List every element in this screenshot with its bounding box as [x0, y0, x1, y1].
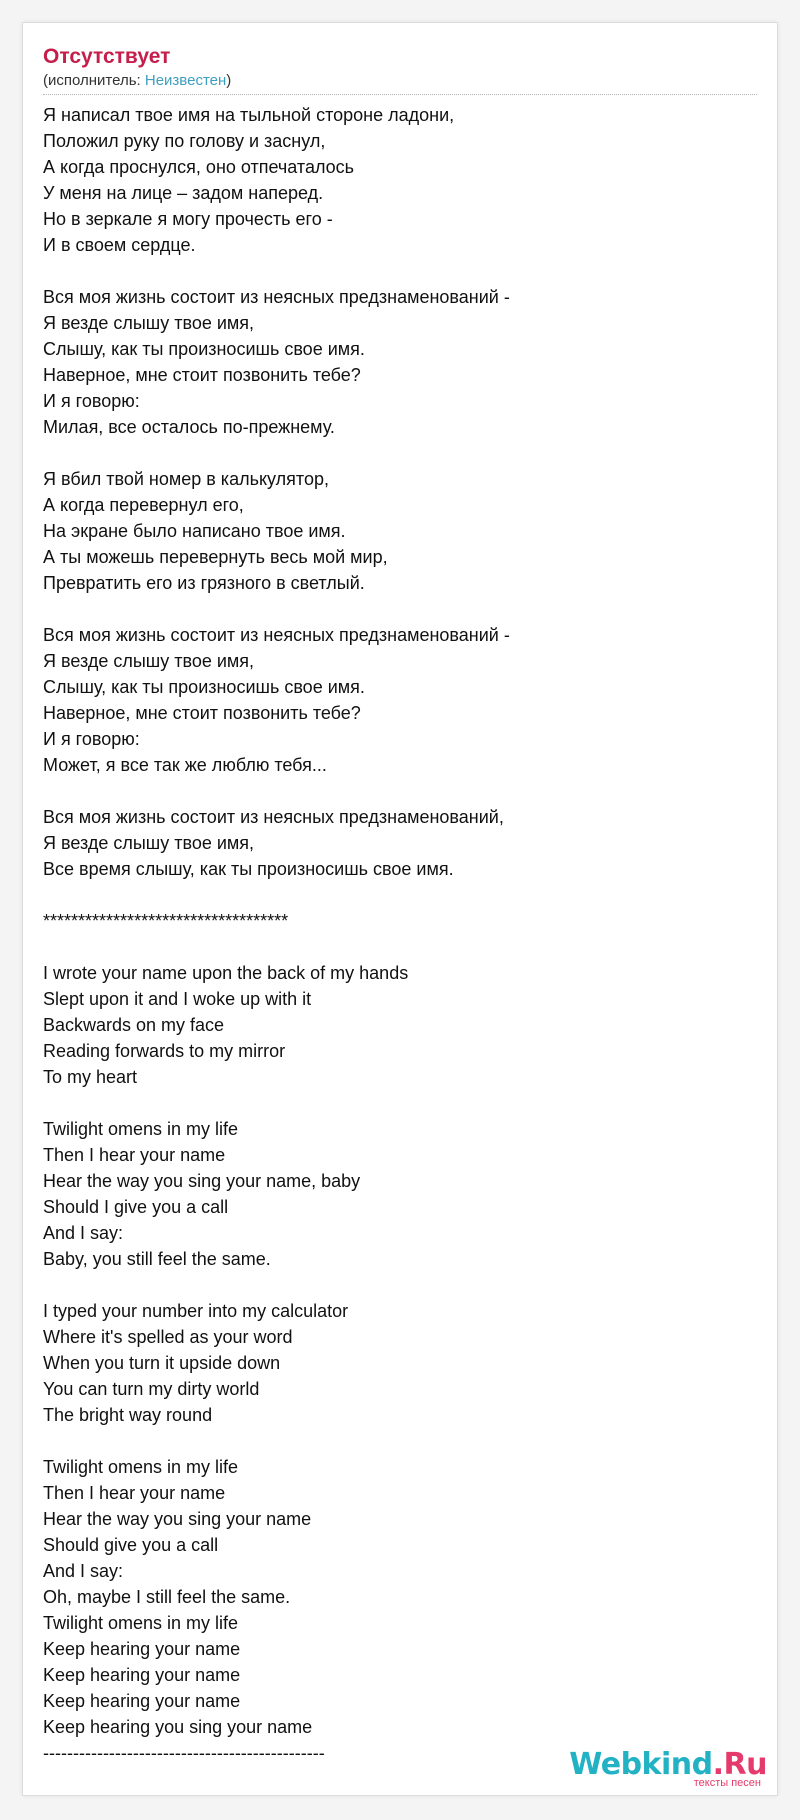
lyric-line [43, 778, 757, 804]
lyric-line: Slept upon it and I woke up with it [43, 989, 312, 1009]
lyric-line: Может, я все так же люблю тебя... [43, 755, 327, 775]
artist-suffix: ) [226, 72, 232, 89]
lyric-line: У меня на лице – задом наперед. [43, 183, 324, 203]
lyric-line: I wrote your name upon the back of my hands [43, 963, 409, 983]
lyric-line: Превратить его из грязного в светлый. [43, 573, 365, 593]
lyric-line [43, 258, 757, 284]
lyric-line: И в своем сердце. [43, 235, 196, 255]
song-header [43, 43, 757, 95]
lyric-line: Keep hearing your name [43, 1665, 241, 1685]
lyric-line: Then I hear your name [43, 1145, 226, 1165]
lyric-line: А когда перевернул его, [43, 495, 244, 515]
lyric-line: Twilight omens in my life [43, 1119, 239, 1139]
lyric-line: Милая, все осталось по-прежнему. [43, 417, 335, 437]
artist-link[interactable]: Неизвестен [144, 72, 227, 89]
lyric-line: Слышу, как ты произносишь свое имя. [43, 677, 365, 697]
logo-web: Webkind [569, 1747, 713, 1782]
lyric-line: Twilight omens in my life [43, 1457, 239, 1477]
lyric-line: Положил руку по голову и заснул, [43, 131, 326, 151]
artist-line [43, 71, 757, 91]
lyric-line: Baby, you still feel the same. [43, 1249, 271, 1269]
artist-prefix: (исполнитель: [43, 72, 145, 89]
lyric-line: Но в зеркале я могу прочесть его - [43, 209, 333, 229]
lyric-line: ----------------------------------------------- [43, 1743, 325, 1763]
lyric-line [43, 440, 757, 466]
lyric-line: Keep hearing your name [43, 1691, 241, 1711]
lyric-line: *********************************** [43, 911, 289, 931]
site-logo[interactable] [569, 1747, 767, 1789]
song-title: Отсутствует [43, 45, 171, 68]
lyric-line: Then I hear your name [43, 1483, 226, 1503]
lyric-line: На экране было написано твое имя. [43, 521, 346, 541]
lyric-line: Я везде слышу твое имя, [43, 651, 255, 671]
lyric-line [43, 1428, 757, 1454]
lyric-line: To my heart [43, 1067, 138, 1087]
lyric-line: А ты можешь перевернуть весь мой мир, [43, 547, 388, 567]
lyric-line: Наверное, мне стоит позвонить тебе? [43, 365, 361, 385]
lyric-line: Reading forwards to my mirror [43, 1041, 286, 1061]
lyric-line: Наверное, мне стоит позвонить тебе? [43, 703, 361, 723]
lyric-line: Should give you a call [43, 1535, 219, 1555]
lyrics-text [43, 102, 757, 1766]
lyric-line: Where it's spelled as your word [43, 1327, 293, 1347]
lyric-line: Вся моя жизнь состоит из неясных предзнаменований - [43, 625, 510, 645]
lyric-line: Keep hearing you sing your name [43, 1717, 313, 1737]
lyric-line [43, 882, 757, 908]
lyric-line: Я вбил твой номер в калькулятор, [43, 469, 329, 489]
lyric-line: When you turn it upside down [43, 1353, 281, 1373]
lyric-line: Hear the way you sing your name [43, 1509, 312, 1529]
lyric-line: Twilight omens in my life [43, 1613, 239, 1633]
lyric-line: Слышу, как ты произносишь свое имя. [43, 339, 365, 359]
lyrics-card [22, 22, 778, 1796]
lyric-line: I typed your number into my calculator [43, 1301, 349, 1321]
lyric-line [43, 934, 757, 960]
lyric-line: The bright way round [43, 1405, 213, 1425]
lyric-line: И я говорю: [43, 729, 140, 749]
lyric-line: Я написал твое имя на тыльной стороне ладони, [43, 105, 455, 125]
lyric-line: И я говорю: [43, 391, 140, 411]
lyric-line: А когда проснулся, оно отпечаталось [43, 157, 355, 177]
lyric-line: Backwards on my face [43, 1015, 225, 1035]
lyric-line: And I say: [43, 1561, 124, 1581]
logo-wordmark [569, 1747, 767, 1782]
logo-ru: .Ru [712, 1747, 767, 1782]
lyric-line: Все время слышу, как ты произносишь свое имя. [43, 859, 454, 879]
lyric-line [43, 1090, 757, 1116]
lyric-line: Hear the way you sing your name, baby [43, 1171, 361, 1191]
lyric-line: Should I give you a call [43, 1197, 229, 1217]
logo-tagline: тексты песен [693, 1777, 761, 1789]
lyric-line [43, 596, 757, 622]
lyric-line [43, 1272, 757, 1298]
lyric-line: Я везде слышу твое имя, [43, 833, 255, 853]
lyric-line: Я везде слышу твое имя, [43, 313, 255, 333]
lyric-line: Keep hearing your name [43, 1639, 241, 1659]
lyric-line: And I say: [43, 1223, 124, 1243]
lyric-line: You can turn my dirty world [43, 1379, 260, 1399]
lyric-line: Oh, maybe I still feel the same. [43, 1587, 291, 1607]
lyric-line: Вся моя жизнь состоит из неясных предзнаменований - [43, 287, 510, 307]
lyric-line: Вся моя жизнь состоит из неясных предзнаменований, [43, 807, 504, 827]
